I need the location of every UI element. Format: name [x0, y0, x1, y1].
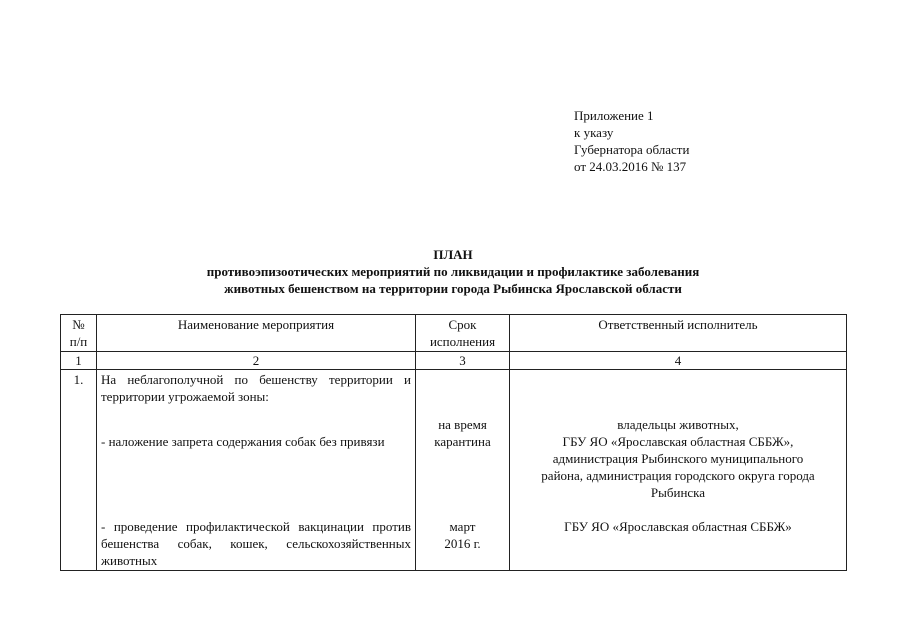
appendix-line: Приложение 1 — [574, 108, 654, 123]
plan-table — [60, 314, 847, 571]
appendix-line: к указу — [574, 125, 614, 140]
term-text: 2016 г. — [444, 536, 481, 551]
responsible-text: администрация Рыбинского муниципального — [552, 451, 804, 466]
header-name: Наименование мероприятия — [97, 315, 416, 352]
header-term: Срок исполнения — [416, 315, 510, 352]
title-line: животных бешенством на территории города Рыбинска Ярославской области — [224, 281, 682, 296]
term-text: на время — [438, 417, 487, 432]
column-number-row — [61, 352, 847, 370]
table-row — [61, 370, 847, 571]
term-text: карантина — [434, 434, 491, 449]
responsible-text: района, администрация городского округа города — [541, 468, 815, 483]
title-line: противоэпизоотических мероприятий по ликвидации и профилактике заболевания — [206, 264, 700, 279]
measure-item: - наложение запрета содержания собак без привязи — [101, 434, 385, 449]
table-header-row — [61, 315, 847, 352]
column-number: 4 — [510, 352, 847, 370]
column-number: 2 — [97, 352, 416, 370]
appendix-block — [574, 107, 689, 175]
appendix-line: Губернатора области — [574, 142, 690, 157]
row-number: 1. — [61, 370, 97, 571]
document-title — [60, 246, 846, 297]
term-text: март — [449, 519, 476, 534]
column-number: 1 — [61, 352, 97, 370]
measure-item: - проведение профилактической вакцинации против бешенства собак, кошек, сельскохозяйственных животных — [101, 519, 411, 568]
header-num: № п/п — [61, 315, 97, 352]
responsible-cell — [510, 370, 847, 571]
title-heading: ПЛАН — [433, 247, 473, 262]
measure-cell — [97, 370, 416, 571]
responsible-text: владельцы животных, — [617, 417, 739, 432]
appendix-line: от 24.03.2016 № 137 — [574, 159, 687, 174]
header-responsible: Ответственный исполнитель — [510, 315, 847, 352]
column-number: 3 — [416, 352, 510, 370]
term-cell — [416, 370, 510, 571]
measure-intro: На неблагополучной по бешенству территории и территории угрожаемой зоны: — [101, 372, 411, 404]
responsible-text: ГБУ ЯО «Ярославская областная СББЖ» — [564, 519, 792, 534]
responsible-text: ГБУ ЯО «Ярославская областная СББЖ», — [562, 434, 794, 449]
responsible-text: Рыбинска — [650, 485, 706, 500]
